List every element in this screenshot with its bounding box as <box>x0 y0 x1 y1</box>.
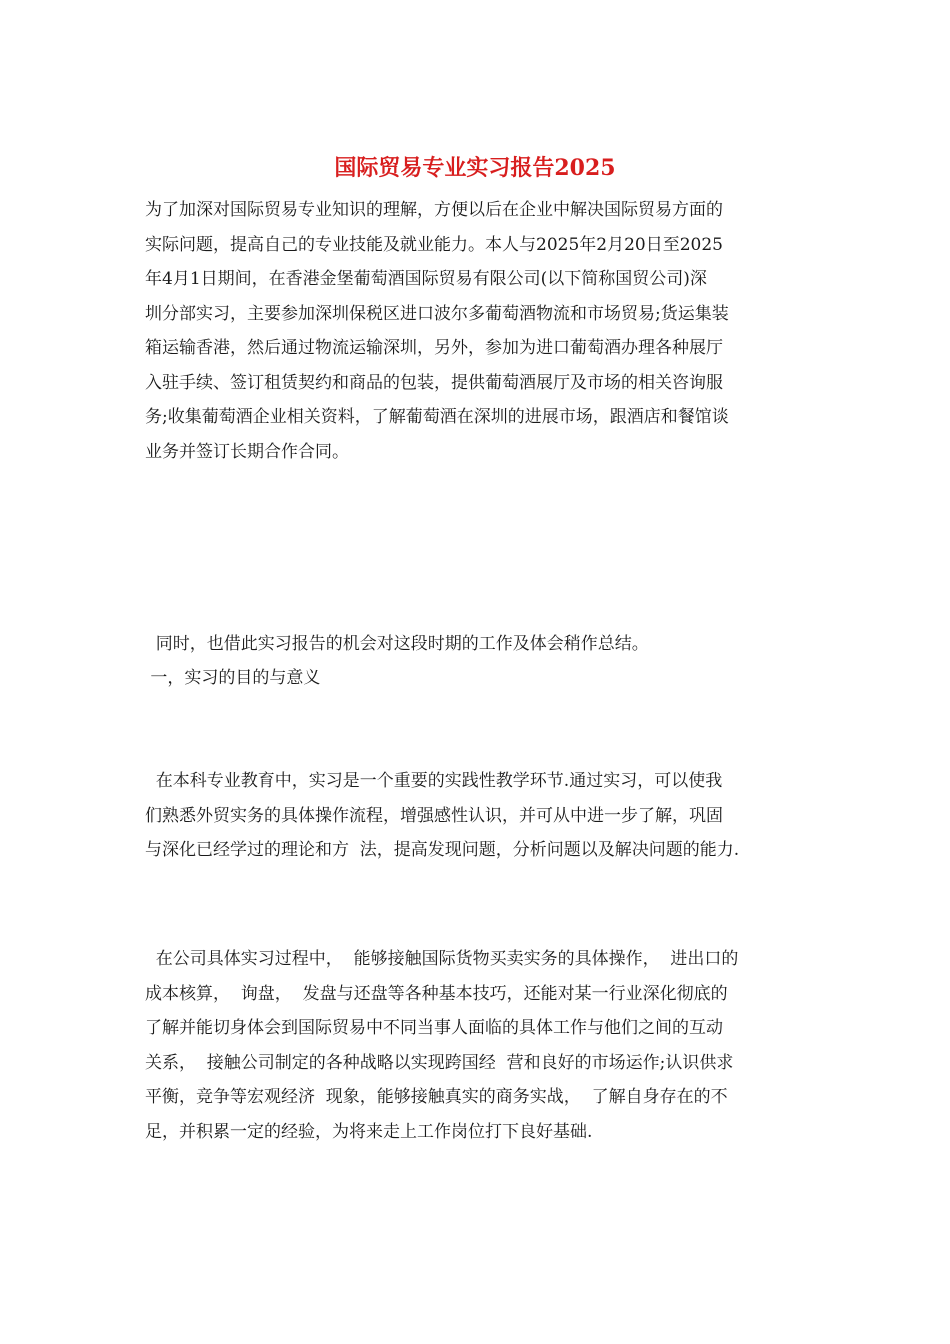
summary-paragraph <box>145 558 825 731</box>
process-line: 了解并能切身体会到国际贸易中不同当事人面临的具体工作与他们之间的互动 <box>145 1018 723 1038</box>
process-line: 关系， 接触公司制定的各种战略以实现跨国经 营和良好的市场运作;认识供求 <box>145 1052 734 1073</box>
purpose-line: 与深化已经学过的理论和方 法，提高发现问题，分析问题以及解决问题的能力. <box>145 840 740 860</box>
section-heading-block <box>145 661 825 696</box>
intro-line: 实际问题，提高自己的专业技能及就业能力。本人与2025年2月20日至2025 <box>145 234 723 255</box>
document-title: 国际贸易专业实习报告2025 <box>334 155 616 181</box>
summary-line: 同时，也借此实习报告的机会对这段时期的工作及体会稍作总结。 <box>145 634 649 654</box>
process-line: 成本核算， 询盘， 发盘与还盘等各种基本技巧，还能对某一行业深化彻底的 <box>145 983 728 1004</box>
intro-line: 务;收集葡萄酒企业相关资料，了解葡萄酒在深圳的进展市场，跟酒店和餐馆谈 <box>145 407 729 427</box>
intro-line: 为了加深对国际贸易专业知识的理解，方便以后在企业中解决国际贸易方面的 <box>145 200 723 220</box>
process-line: 在公司具体实习过程中， 能够接触国际货物买卖实务的具体操作， 进出口的 <box>145 949 739 969</box>
section-heading: 一，实习的目的与意义 <box>145 668 321 688</box>
intro-line: 箱运输香港，然后通过物流运输深圳，另外，参加为进口葡萄酒办理各种展厅 <box>145 338 723 358</box>
purpose-line: 们熟悉外贸实务的具体操作流程，增强感性认识，并可从中进一步了解，巩固 <box>145 805 723 826</box>
intro-line: 圳分部实习，主要参加深圳保税区进口波尔多葡萄酒物流和市场贸易;货运集装 <box>145 303 729 324</box>
intro-paragraph <box>145 193 825 469</box>
purpose-line: 在本科专业教育中，实习是一个重要的实践性教学环节.通过实习，可以使我 <box>145 771 723 791</box>
intro-line: 业务并签订长期合作合同。 <box>145 441 349 462</box>
intro-line: 入驻手续、签订租赁契约和商品的包装，提供葡萄酒展厅及市场的相关咨询服 <box>145 372 723 393</box>
intro-line: 年4月1日期间，在香港金堡葡萄酒国际贸易有限公司(以下简称国贸公司)深 <box>145 269 707 289</box>
purpose-paragraph <box>145 764 825 868</box>
process-line: 平衡，竞争等宏观经济 现象，能够接触真实的商务实战， 了解自身存在的不 <box>145 1087 728 1107</box>
process-line: 足，并积累一定的经验，为将来走上工作岗位打下良好基础. <box>145 1121 593 1142</box>
process-paragraph <box>145 942 825 1149</box>
